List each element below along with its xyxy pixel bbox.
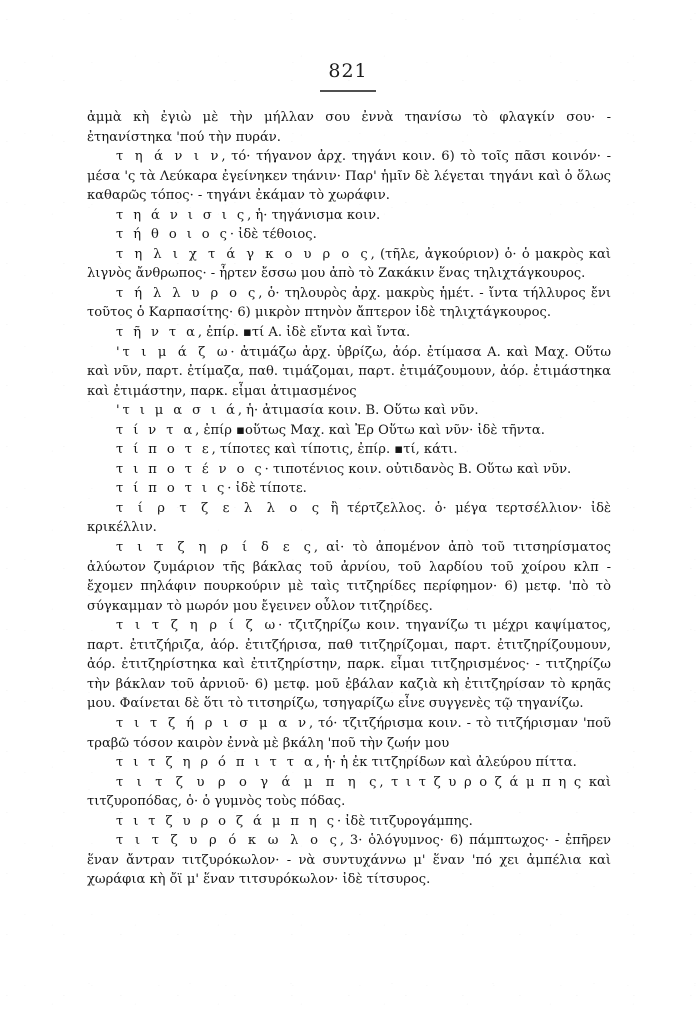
entry-text: · ἰδὲ τίποτε. [227, 481, 307, 497]
entry-text: , 3· ὁλόγυμνος· 6) πάμπτωχος· - ἐπῆρεν ἕναν ἄντραν τιτζυρόκωλον· - νὰ συντυχάννω μ' ἕναν 'πό χει ἀμπέλια καὶ χωράφια κὴ ὄϊ μ' ἕναν τιτσυρόκωλον· ἰδὲ τίτσυρος. [87, 833, 612, 888]
headword: τ ί π ο τ ε [116, 442, 212, 458]
text-column [87, 108, 611, 890]
entry-text: , (τῆλε, ἀγκούριον) ὁ· ὁ μακρὸς καὶ λιγνὸς ἄνθρωπος· - ἦρτεν ἔσσω μου ἀπὸ τὸ Ζακάκιν ἕνας τηλιχτάγκουρος. [87, 246, 612, 282]
dictionary-entry-titziropitta [87, 753, 611, 773]
entry-text: , τό· τήγανον ἀρχ. τηγάνι κοιν. 6) τὸ τοῖς πᾶσι κοινόν· - μέσα 'ς τὰ Λεύκαρα ἐγείνηκεν τηάνιν· Παρ' ἡμῖν δὲ λέγεται τηγάνι καὶ ὁ ὅλως καθαρῶς τόπος· - τηγάνι ἐκάμαν τὸ χωράφιν. [87, 149, 611, 204]
dictionary-entry-titzirizo [87, 616, 611, 714]
entry-text: , ἡ· τηγάνισμα κοιν. [247, 207, 381, 223]
headword: τ ι τ ζ η ρ ό π ι τ τ α [116, 755, 316, 771]
headword: τ ί ρ τ ζ ε λ λ ο ς [116, 500, 322, 516]
dictionary-entry-tithoios [87, 225, 611, 245]
dictionary-entry-tinta2 [87, 421, 611, 441]
page-header [0, 62, 696, 92]
entry-text: , ἐπίρ. ▪τί Α. ἰδὲ εἴντα καὶ ἴντα. [197, 325, 411, 341]
dictionary-entry-timasia [87, 401, 611, 421]
entry-text: , τό· τζιτζήρισμα κοιν. - τὸ τιτζήρισμαν 'ποῦ τραβῶ τόσον καιρὸν ἐννὰ μὲ βκάλη 'ποῦ τὴν ζωήν μου [87, 715, 612, 751]
page-number: 821 [328, 60, 368, 82]
dictionary-entry-titzirisman [87, 714, 611, 753]
headword: τ ι τ ζ η ρ ί δ ε ς [116, 540, 314, 556]
headword: τ ι τ ζ ή ρ ι σ μ α ν [116, 715, 309, 731]
entry-text: · ἰδὲ τέθοιος. [229, 227, 317, 243]
headword: τ ι τ ζ υ ρ ο ζ ά μ π η ς [116, 813, 337, 829]
headword: τ ί π ο τ ι ς [116, 481, 228, 497]
dictionary-entry-tinta [87, 323, 611, 343]
entry-text: , ἐπίρ ▪οὕτως Μαχ. καὶ Ἐρ Οὕτω καὶ νῦν· ἰδὲ τῆντα. [195, 422, 545, 438]
dictionary-entry-titzyrozampis [87, 812, 611, 832]
headword: τ η ά ν ι ν [116, 149, 222, 165]
headword: τ ῆ ν τ α [116, 325, 198, 341]
headword: τ ή λ λ υ ρ ο ς [116, 285, 259, 301]
dictionary-entry-tiliktagkouros [87, 245, 611, 284]
header-rule [320, 90, 376, 92]
entry-continuation [87, 108, 611, 147]
entry-text: , ὁ· τηλουρὸς ἀρχ. μακρὺς ἡμέτ. - ἴντα τήλλυρος ἔνι τοῦτος ὁ Καρπασίτης· 6) μικρὸν πτηνὸν ἄπτερον ἰδὲ τηλιχτάγκουρος. [87, 285, 611, 321]
dictionary-entry-titzyrokolos [87, 831, 611, 890]
dictionary-entry-timazo [87, 343, 611, 402]
entry-text: · τζιτζηρίζω κοιν. τηγανίζω τι μέχρι καψίματος, παρτ. ἐτιτζήριζα, ἀόρ. ἐτιτζήρισα, παθ τιτζηρίζομαι, παρτ. ἐτιτζηρίζουμουν, ἀόρ. ἐτιτζηρίστηκα καὶ ἐτιτζηρίστην, παρκ. εἶμαι τιτζηρισμένος· - τιτζηρίζω τὴν βάκλαν τοῦ ἀρνιοῦ· 6) μετφ. μοῦ ἐβάλαν καζιὰ κὴ ἐτιτζηρίσαν τὸ κρηᾶς μου. Φαίνεται δὲ ὅτι τὸ τιτσηρίζω, τσηγαρίζω εἶνε συγγενὲς τῷ τηγανίζω. [87, 618, 611, 712]
entry-text: ἢ τέρτζελλος. ὁ· μέγα τερτσέλλιον· ἰδὲ κρικέλλιν. [87, 500, 611, 536]
dictionary-entry-tipote [87, 440, 611, 460]
entry-text: , ἡ· ἀτιμασία κοιν. Β. Οὕτω καὶ νῦν. [237, 403, 479, 419]
entry-text: · ἰδὲ τιτζυρογάμπης. [336, 813, 473, 829]
headword: 'τ ι μ α σ ι ά [116, 403, 238, 419]
headword: τ ή θ ο ι ο ς [116, 227, 230, 243]
dictionary-entry-tipotis [87, 479, 611, 499]
entry-text: ἀμμὰ κὴ ἐγιὼ μὲ τὴν μήλλαν σου ἐννὰ τηανίσω τὸ φλαγκίν σου· - ἐτηανίστηκα 'πού τὴν πυράν. [87, 110, 611, 145]
headword: τ ί ν τ α [116, 422, 196, 438]
entry-text: , ἡ· ἡ ἐκ τιτζηρίδων καὶ ἀλεύρου πίττα. [315, 755, 577, 771]
headword: τ η ά ν ι σ ι ς [116, 207, 248, 223]
dictionary-entry-tnanisis [87, 206, 611, 226]
dictionary-entry-tipotenos [87, 460, 611, 480]
entry-text: · ἀτιμάζω ἀρχ. ὑβρίζω, ἀόρ. ἐτίμασα Α. καὶ Μαχ. Οὕτω καὶ νῦν, παρτ. ἐτίμαζα, παθ. τιμάζομαι, παρτ. ἐτιμάζουμουν, ἀόρ. ἐτιμάστηκα καὶ ἐτιμάστην, παρκ. εἶμαι ἀτιμασμένος [87, 344, 611, 399]
headword: τ ι τ ζ υ ρ ό κ ω λ ο ς [116, 833, 340, 849]
dictionary-entry-tnanin [87, 147, 611, 206]
entry-text: , αἱ· τὸ ἀπομένον ἀπὸ τοῦ τιτσηρίσματος ἀλύωτον ζυμάριον τῆς βάκλας τοῦ ἀρνίου, τοῦ λαρδίου τοῦ χοίρου κλπ - ἔχομεν πηλάφιν πουρκούριν μὲ ταὶς τιτζηρίδες περίφημον· 6) μετφ. 'πὸ τὸ σύγκαμμαν τὸ μωρόν μου ἔγεινεν οὖλον τιτζηρίδες. [87, 540, 611, 614]
entry-text: · τιποτένιος κοιν. οὐτιδανὸς Β. Οὕτω καὶ νῦν. [264, 461, 572, 477]
dictionary-entry-titzyrogampis [87, 773, 611, 812]
headword: τ ι τ ζ η ρ ί ζ ω [116, 618, 279, 634]
headword: 'τ ι μ ά ζ ω [116, 344, 231, 360]
headword: τ ι π ο τ έ ν ο ς [116, 461, 265, 477]
dictionary-entry-tirtzellos [87, 499, 611, 538]
entry-text: , τ ι τ ζ υ ρ ο ζ ά μ π η ς καὶ τιτζυροπόδας, ὁ· ὁ γυμνὸς τοὺς πόδας. [87, 774, 611, 810]
dictionary-entry-titzirides [87, 538, 611, 616]
entry-text: , τίποτες καὶ τίποτις, ἐπίρ. ▪τί, κάτι. [211, 442, 458, 458]
headword: τ ι τ ζ υ ρ ο γ ά μ π η ς [116, 774, 380, 790]
dictionary-entry-tilluros [87, 284, 611, 323]
headword: τ η λ ι χ τ ά γ κ ο υ ρ ο ς [116, 246, 371, 262]
